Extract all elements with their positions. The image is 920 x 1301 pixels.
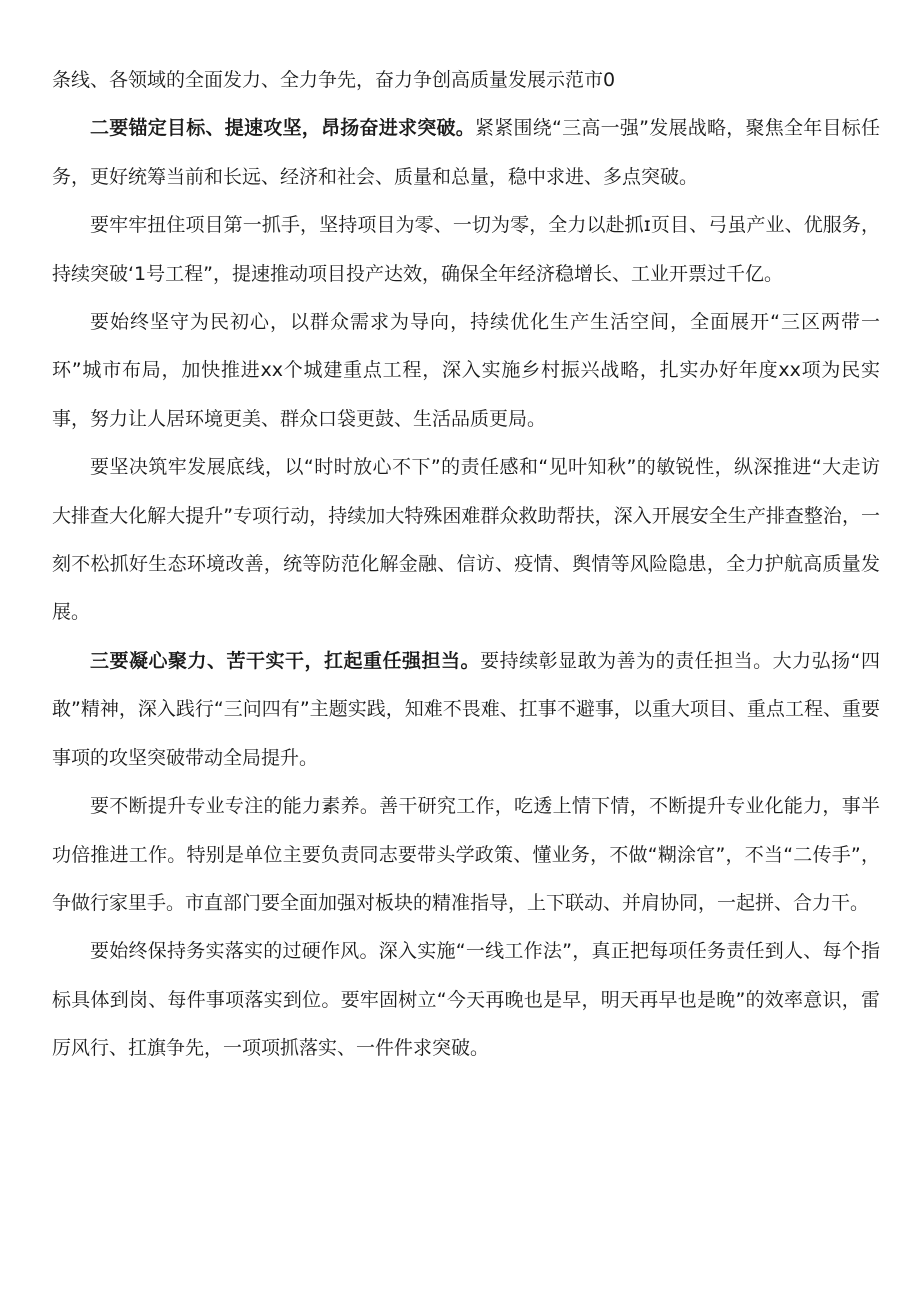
paragraph-text: 要持续彰显敢为善为的责任担当。大力弘扬“四敢”精神，深入践行“三问四有”主题实践，知难不畏难、扛事不避事，以重大项目、重点工程、重要事项的攻坚突破带动全局提升。: [52, 649, 880, 769]
paragraph-5: [52, 637, 880, 782]
paragraph-text: 要始终保持务实落实的过硬作风。深入实施“一线工作法”，真正把每项任务责任到人、每个指标具体到岗、每件事项落实到位。要牢固树立“今天再晚也是早，明天再早也是晚”的效率意识，雷厉风行、扛旗争先，一项项抓落实、一件件求突破。: [52, 940, 880, 1060]
paragraph-text: 紧紧围绕“三高一强”发展战略，聚焦全年目标任务，更好统筹当前和长远、经济和社会、质量和总量，稳中求进、多点突破。: [52, 117, 880, 188]
paragraph-6: [52, 782, 880, 927]
paragraph-heading: 二要锚定目标、提速攻坚，昂扬奋进求突破。: [90, 117, 476, 140]
paragraph-4: [52, 443, 880, 637]
paragraph-2: [52, 201, 880, 298]
paragraph-text: 要坚决筑牢发展底线，以“时时放心不下”的责任感和“见叶知秋”的敏锐性，纵深推进“大走访大排查大化解大提升”专项行动，持续加大特殊困难群众救助帮扶，深入开展安全生产排查整治，一刻不松抓好生态环境改善，统等防范化解金融、信访、疫情、舆情等风险隐患，全力护航高质量发展。: [52, 456, 880, 624]
paragraph-text: 条线、各领域的全面发力、全力争先，奋力争创高质量发展示范市0: [52, 69, 616, 91]
paragraph-0: [52, 56, 880, 104]
paragraph-text: 要始终坚守为民初心，以群众需求为导向，持续优化生产生活空间，全面展开“三区两带一环”城市布局，加快推进xx个城建重点工程，深入实施乡村振兴战略，扎实办好年度xx项为民实事，努力让人居环境更美、群众口袋更鼓、生活品质更局。: [52, 311, 880, 430]
paragraph-text: 要不断提升专业专注的能力素养。善干研究工作，吃透上情下情，不断提升专业化能力，事半功倍推进工作。特别是单位主要负责同志要带头学政策、懂业务，不做“糊涂官”，不当“二传手”，争做行家里手。市直部门要全面加强对板块的精准指导，上下联动、并肩协同，一起拼、合力干。: [52, 795, 880, 914]
paragraph-1: [52, 104, 880, 201]
document-body: [52, 56, 880, 1073]
paragraph-text: 要牢牢扭住项目第一抓手，坚持项目为零、一切为零，全力以赴抓ɪ页目、弓虽产业、优服务，持续突破‘1号工程”，提速推动项目投产达效，确保全年经济稳增长、工业开票过千亿。: [52, 214, 880, 285]
paragraph-7: [52, 927, 880, 1072]
paragraph-3: [52, 298, 880, 443]
paragraph-heading: 三要凝心聚力、苦干实干，扛起重任强担当。: [90, 649, 481, 672]
